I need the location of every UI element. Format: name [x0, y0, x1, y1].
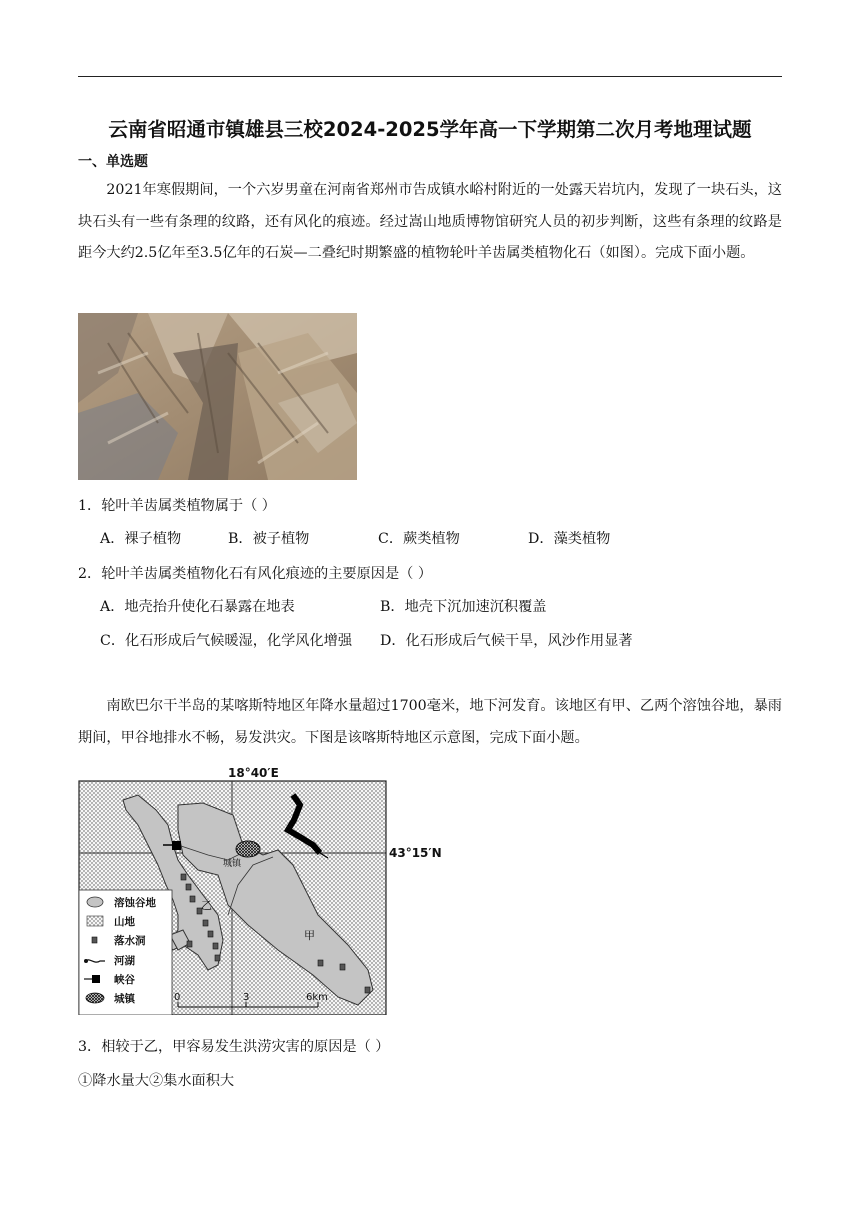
svg-text:峡谷: 峡谷	[114, 974, 135, 986]
q2-option-b[interactable]: B．地壳下沉加速沉积覆盖	[380, 599, 547, 615]
q2-stem: 2．轮叶羊齿属类植物化石有风化痕迹的主要原因是（ ）	[78, 566, 433, 582]
q1-option-a[interactable]: A．裸子植物	[100, 531, 182, 547]
scale-3: 3	[243, 992, 250, 1003]
town-label: 城镇	[223, 859, 242, 869]
fossil-photo	[78, 313, 357, 480]
scale-6km: 6km	[306, 992, 328, 1003]
svg-text:落水洞: 落水洞	[114, 935, 146, 947]
q2-option-c[interactable]: C．化石形成后气候暖湿，化学风化增强	[100, 633, 353, 649]
longitude-label: 18°40′E	[228, 766, 279, 780]
q3-stem: 3．相较于乙，甲容易发生洪涝灾害的原因是（ ）	[78, 1039, 390, 1055]
svg-text:城镇: 城镇	[114, 993, 135, 1005]
q1-stem: 1．轮叶羊齿属类植物属于（ ）	[78, 498, 276, 514]
q2-option-d[interactable]: D．化石形成后气候干旱，风沙作用显著	[380, 633, 633, 649]
valley-yi-label: 乙	[201, 899, 212, 912]
page-title: 云南省昭通市镇雄县三校2024-2025学年高一下学期第二次月考地理试题	[108, 118, 752, 141]
karst-map	[78, 765, 470, 1015]
section-heading: 一、单选题	[78, 154, 148, 170]
q3-choices: ①降水量大②集水面积大	[78, 1073, 235, 1089]
svg-text:山地: 山地	[114, 916, 135, 928]
passage-karst: 南欧巴尔干半岛的某喀斯特地区年降水量超过1700毫米，地下河发育。该地区有甲、乙两个溶蚀谷地，暴雨期间，甲谷地排水不畅，易发洪灾。下图是该喀斯特地区示意图，完成下面小题。	[78, 698, 782, 746]
town-symbol	[236, 841, 260, 857]
svg-text:溶蚀谷地: 溶蚀谷地	[114, 897, 156, 909]
q1-option-c[interactable]: C．蕨类植物	[378, 531, 460, 547]
valley-jia-label: 甲	[304, 929, 315, 942]
svg-text:河湖: 河湖	[114, 955, 135, 967]
q1-option-d[interactable]: D．藻类植物	[528, 531, 611, 547]
scale-0: 0	[174, 992, 181, 1003]
q2-option-a[interactable]: A．地壳抬升使化石暴露在地表	[100, 599, 295, 615]
passage-fossil: 2021年寒假期间，一个六岁男童在河南省郑州市告成镇水峪村附近的一处露天岩坑内，发现了一块石头，这块石头有一些有条理的纹路，还有风化的痕迹。经过嵩山地质博物馆研究人员的初步判断，这些有条理的纹路是距今大约2.5亿年至3.5亿年的石炭—二叠纪时期繁盛的植物轮叶羊齿属类植物化石（如图）。完成下面小题。	[78, 182, 782, 261]
header-rule	[78, 76, 782, 77]
latitude-label: 43°15′N	[389, 846, 442, 860]
q1-option-b[interactable]: B．被子植物	[228, 531, 310, 547]
